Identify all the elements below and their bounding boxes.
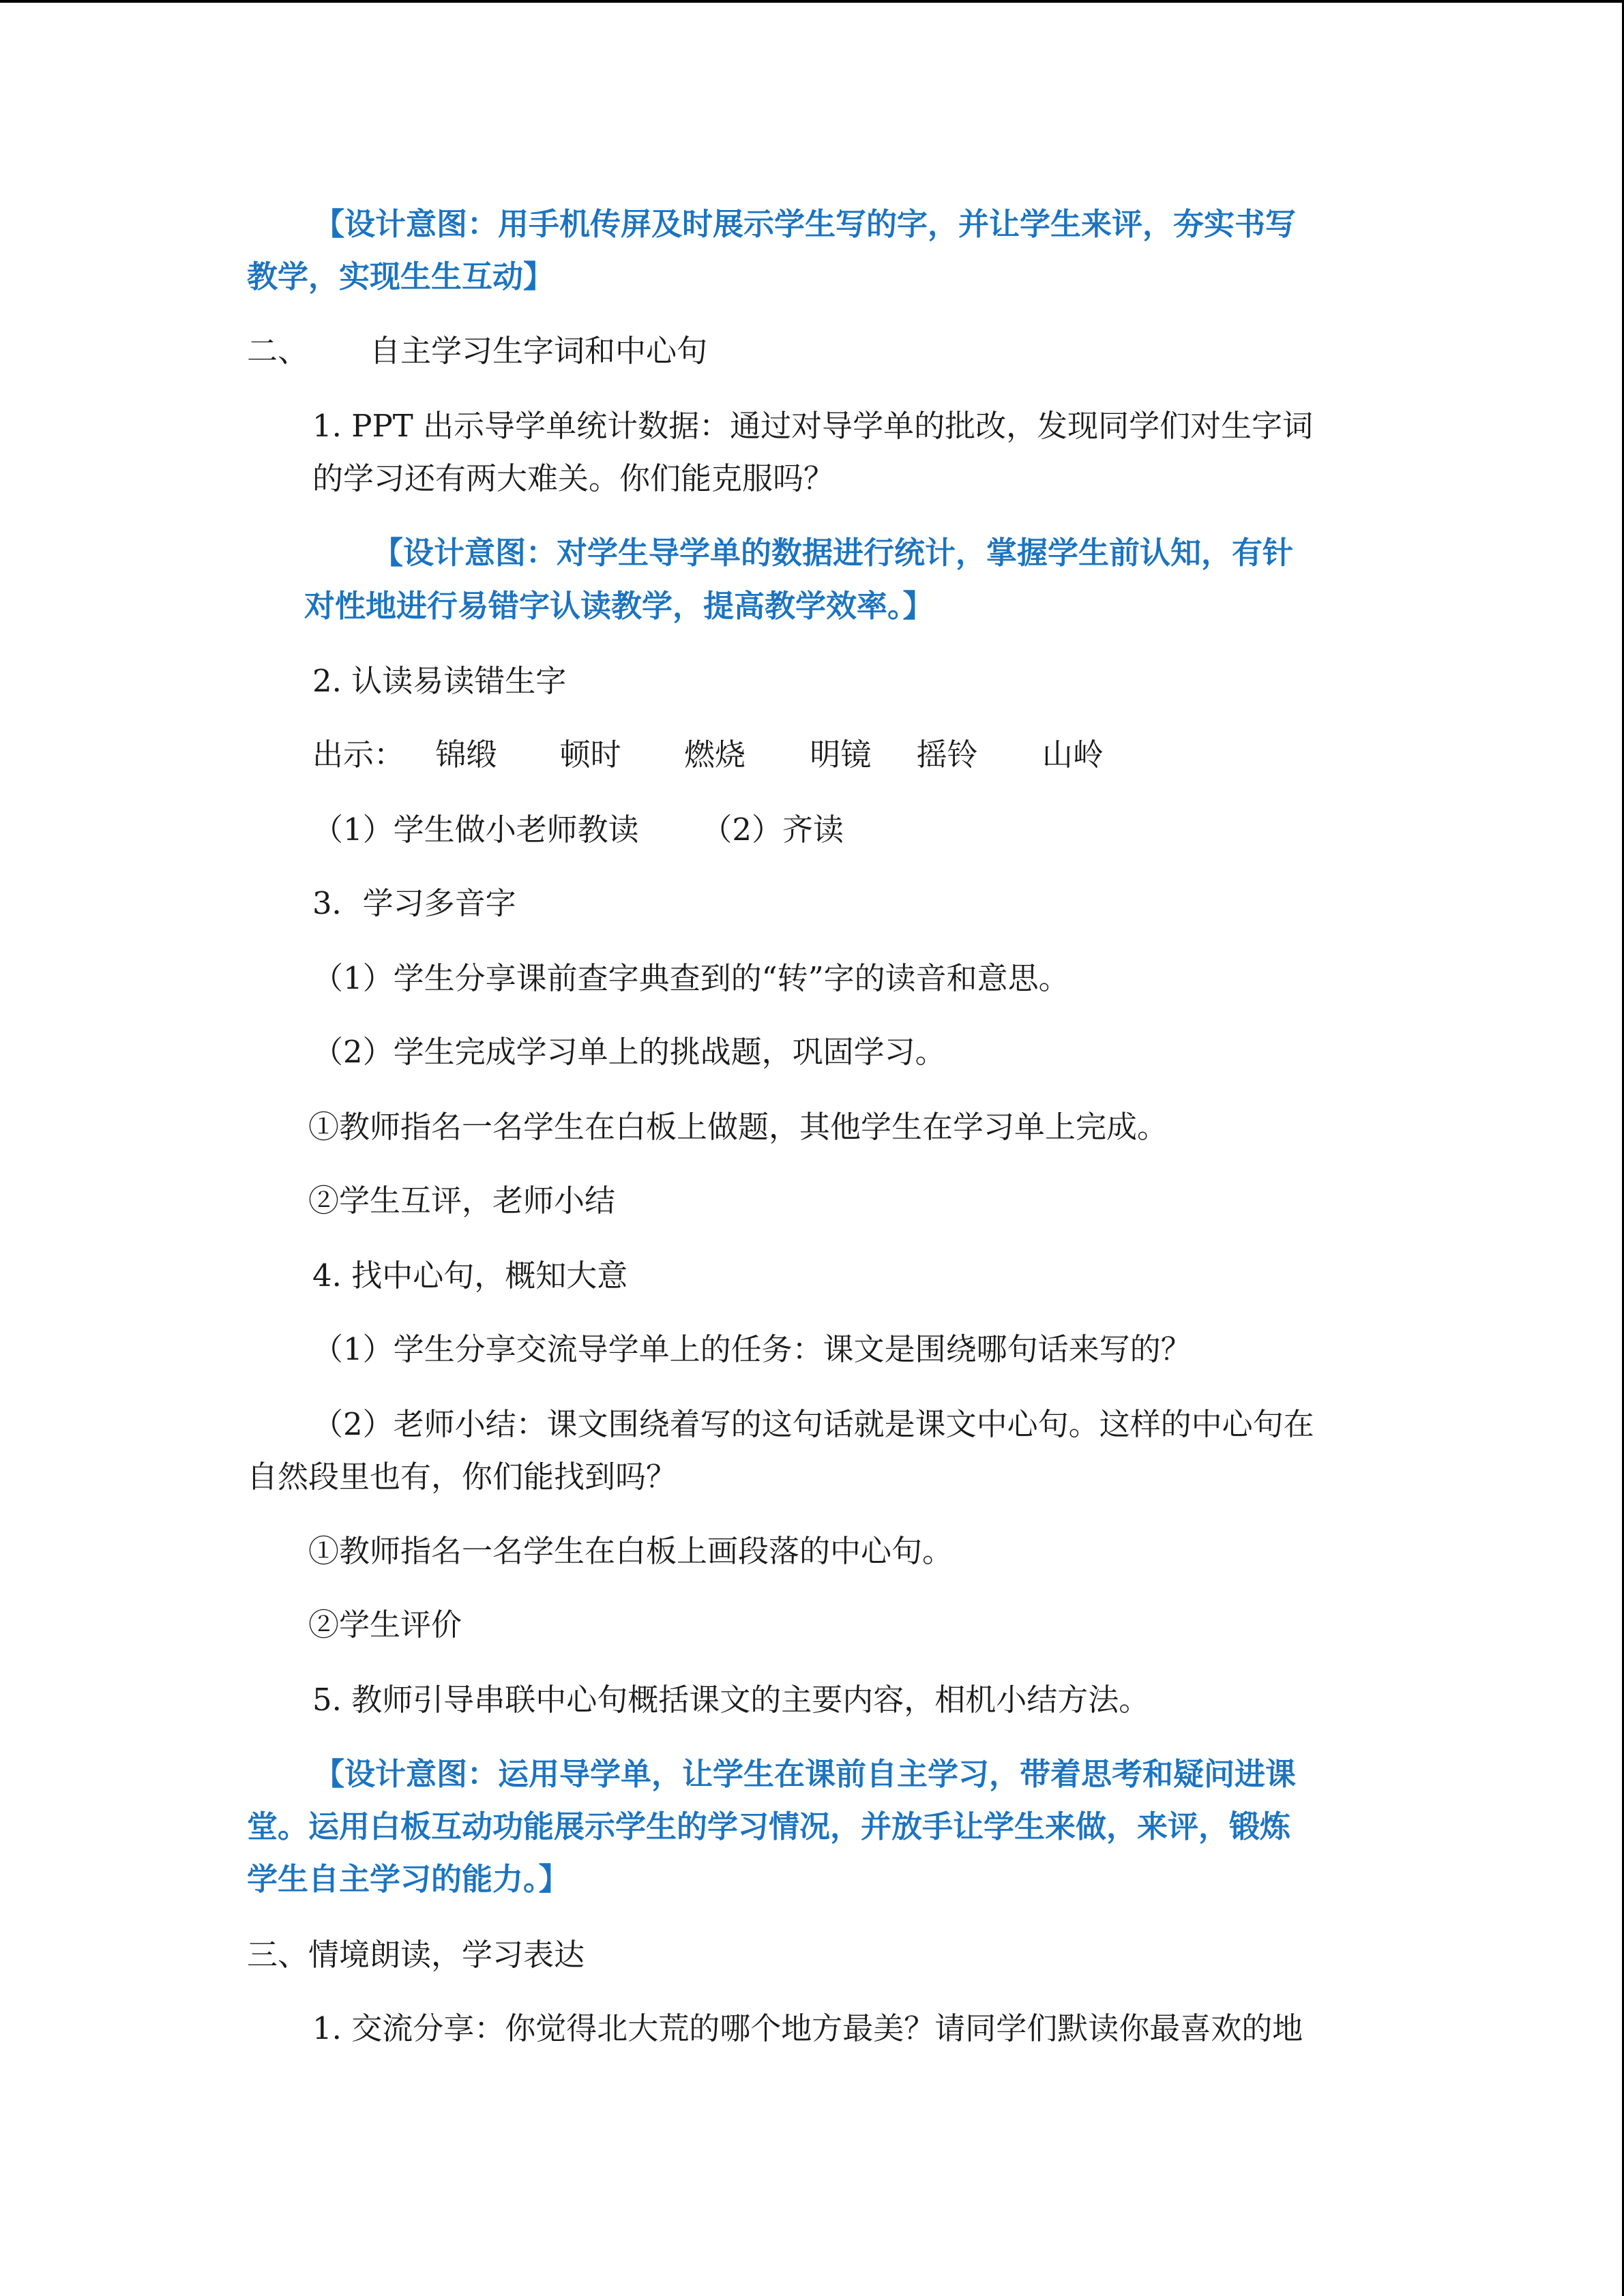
word-2: 顿时 xyxy=(559,736,621,773)
item-4-sub2-line1: （2）老师小结：课文围绕着写的这句话就是课文中心句。这样的中心句在 xyxy=(312,1406,1314,1442)
section-2-heading xyxy=(247,325,707,378)
word-1: 锦缎 xyxy=(435,736,497,773)
word-3: 燃烧 xyxy=(683,736,745,773)
design-intent-1-line2: 教学，实现生生互动】 xyxy=(247,258,555,295)
item-1-line2: 的学习还有两大难关。你们能克服吗？ xyxy=(312,460,835,496)
show-words-row xyxy=(312,728,1104,781)
design-intent-3-line3: 学生自主学习的能力。】 xyxy=(247,1861,570,1897)
word-6: 山岭 xyxy=(1042,736,1104,773)
read-row xyxy=(312,803,844,856)
item-2-title: 2. 认读易读错生字 xyxy=(312,663,567,699)
item-4-sub2-line2: 自然段里也有，你们能找到吗？ xyxy=(247,1459,677,1495)
item-3-sub2: （2）学生完成学习单上的挑战题，巩固学习。 xyxy=(312,1034,946,1070)
design-intent-1-line1: 【设计意图：用手机传屏及时展示学生写的字，并让学生来评，夯实书写 xyxy=(314,206,1297,242)
item-4-c1: ①教师指名一名学生在白板上画段落的中心句。 xyxy=(308,1533,954,1569)
item-4-title: 4. 找中心句，概知大意 xyxy=(312,1257,628,1294)
design-intent-3-line1: 【设计意图：运用导学单，让学生在课前自主学习，带着思考和疑问进课 xyxy=(314,1756,1297,1792)
item-5: 5. 教师引导串联中心句概括课文的主要内容，相机小结方法。 xyxy=(312,1682,1150,1718)
word-4: 明镜 xyxy=(810,736,872,773)
section-2-number: 二、 xyxy=(247,333,309,369)
show-label: 出示： xyxy=(312,736,405,773)
section-2-title: 自主学习生字词和中心句 xyxy=(370,333,708,369)
read-a: （1）学生做小老师教读 xyxy=(312,811,639,848)
item-3-title: 3．学习多音字 xyxy=(312,885,516,921)
item-3-c2: ②学生互评，老师小结 xyxy=(308,1182,616,1219)
item-4-sub1: （1）学生分享交流导学单上的任务：课文是围绕哪句话来写的？ xyxy=(312,1331,1192,1367)
word-5: 摇铃 xyxy=(916,736,978,773)
design-intent-2-line2: 对性地进行易错字认读教学，提高教学效率。】 xyxy=(304,588,934,624)
section-3-heading: 三、情境朗读，学习表达 xyxy=(247,1937,585,1973)
item-3-sub1: （1）学生分享课前查字典查到的“转”字的读音和意思。 xyxy=(312,960,1069,996)
design-intent-2-line1: 【设计意图：对学生导学单的数据进行统计，掌握学生前认知，有针 xyxy=(372,535,1294,571)
item-1-line1: 1. PPT 出示导学单统计数据：通过对导学单的批改，发现同学们对生字词 xyxy=(312,408,1314,444)
read-b: （2）齐读 xyxy=(701,811,844,848)
design-intent-3-line2: 堂。运用白板互动功能展示学生的学习情况，并放手让学生来做，来评，锻炼 xyxy=(247,1808,1291,1845)
item-3-c1: ①教师指名一名学生在白板上做题，其他学生在学习单上完成。 xyxy=(308,1109,1168,1145)
item-6: 1. 交流分享：你觉得北大荒的哪个地方最美？请同学们默读你最喜欢的地 xyxy=(312,2010,1303,2046)
item-4-c2: ②学生评价 xyxy=(308,1607,462,1643)
